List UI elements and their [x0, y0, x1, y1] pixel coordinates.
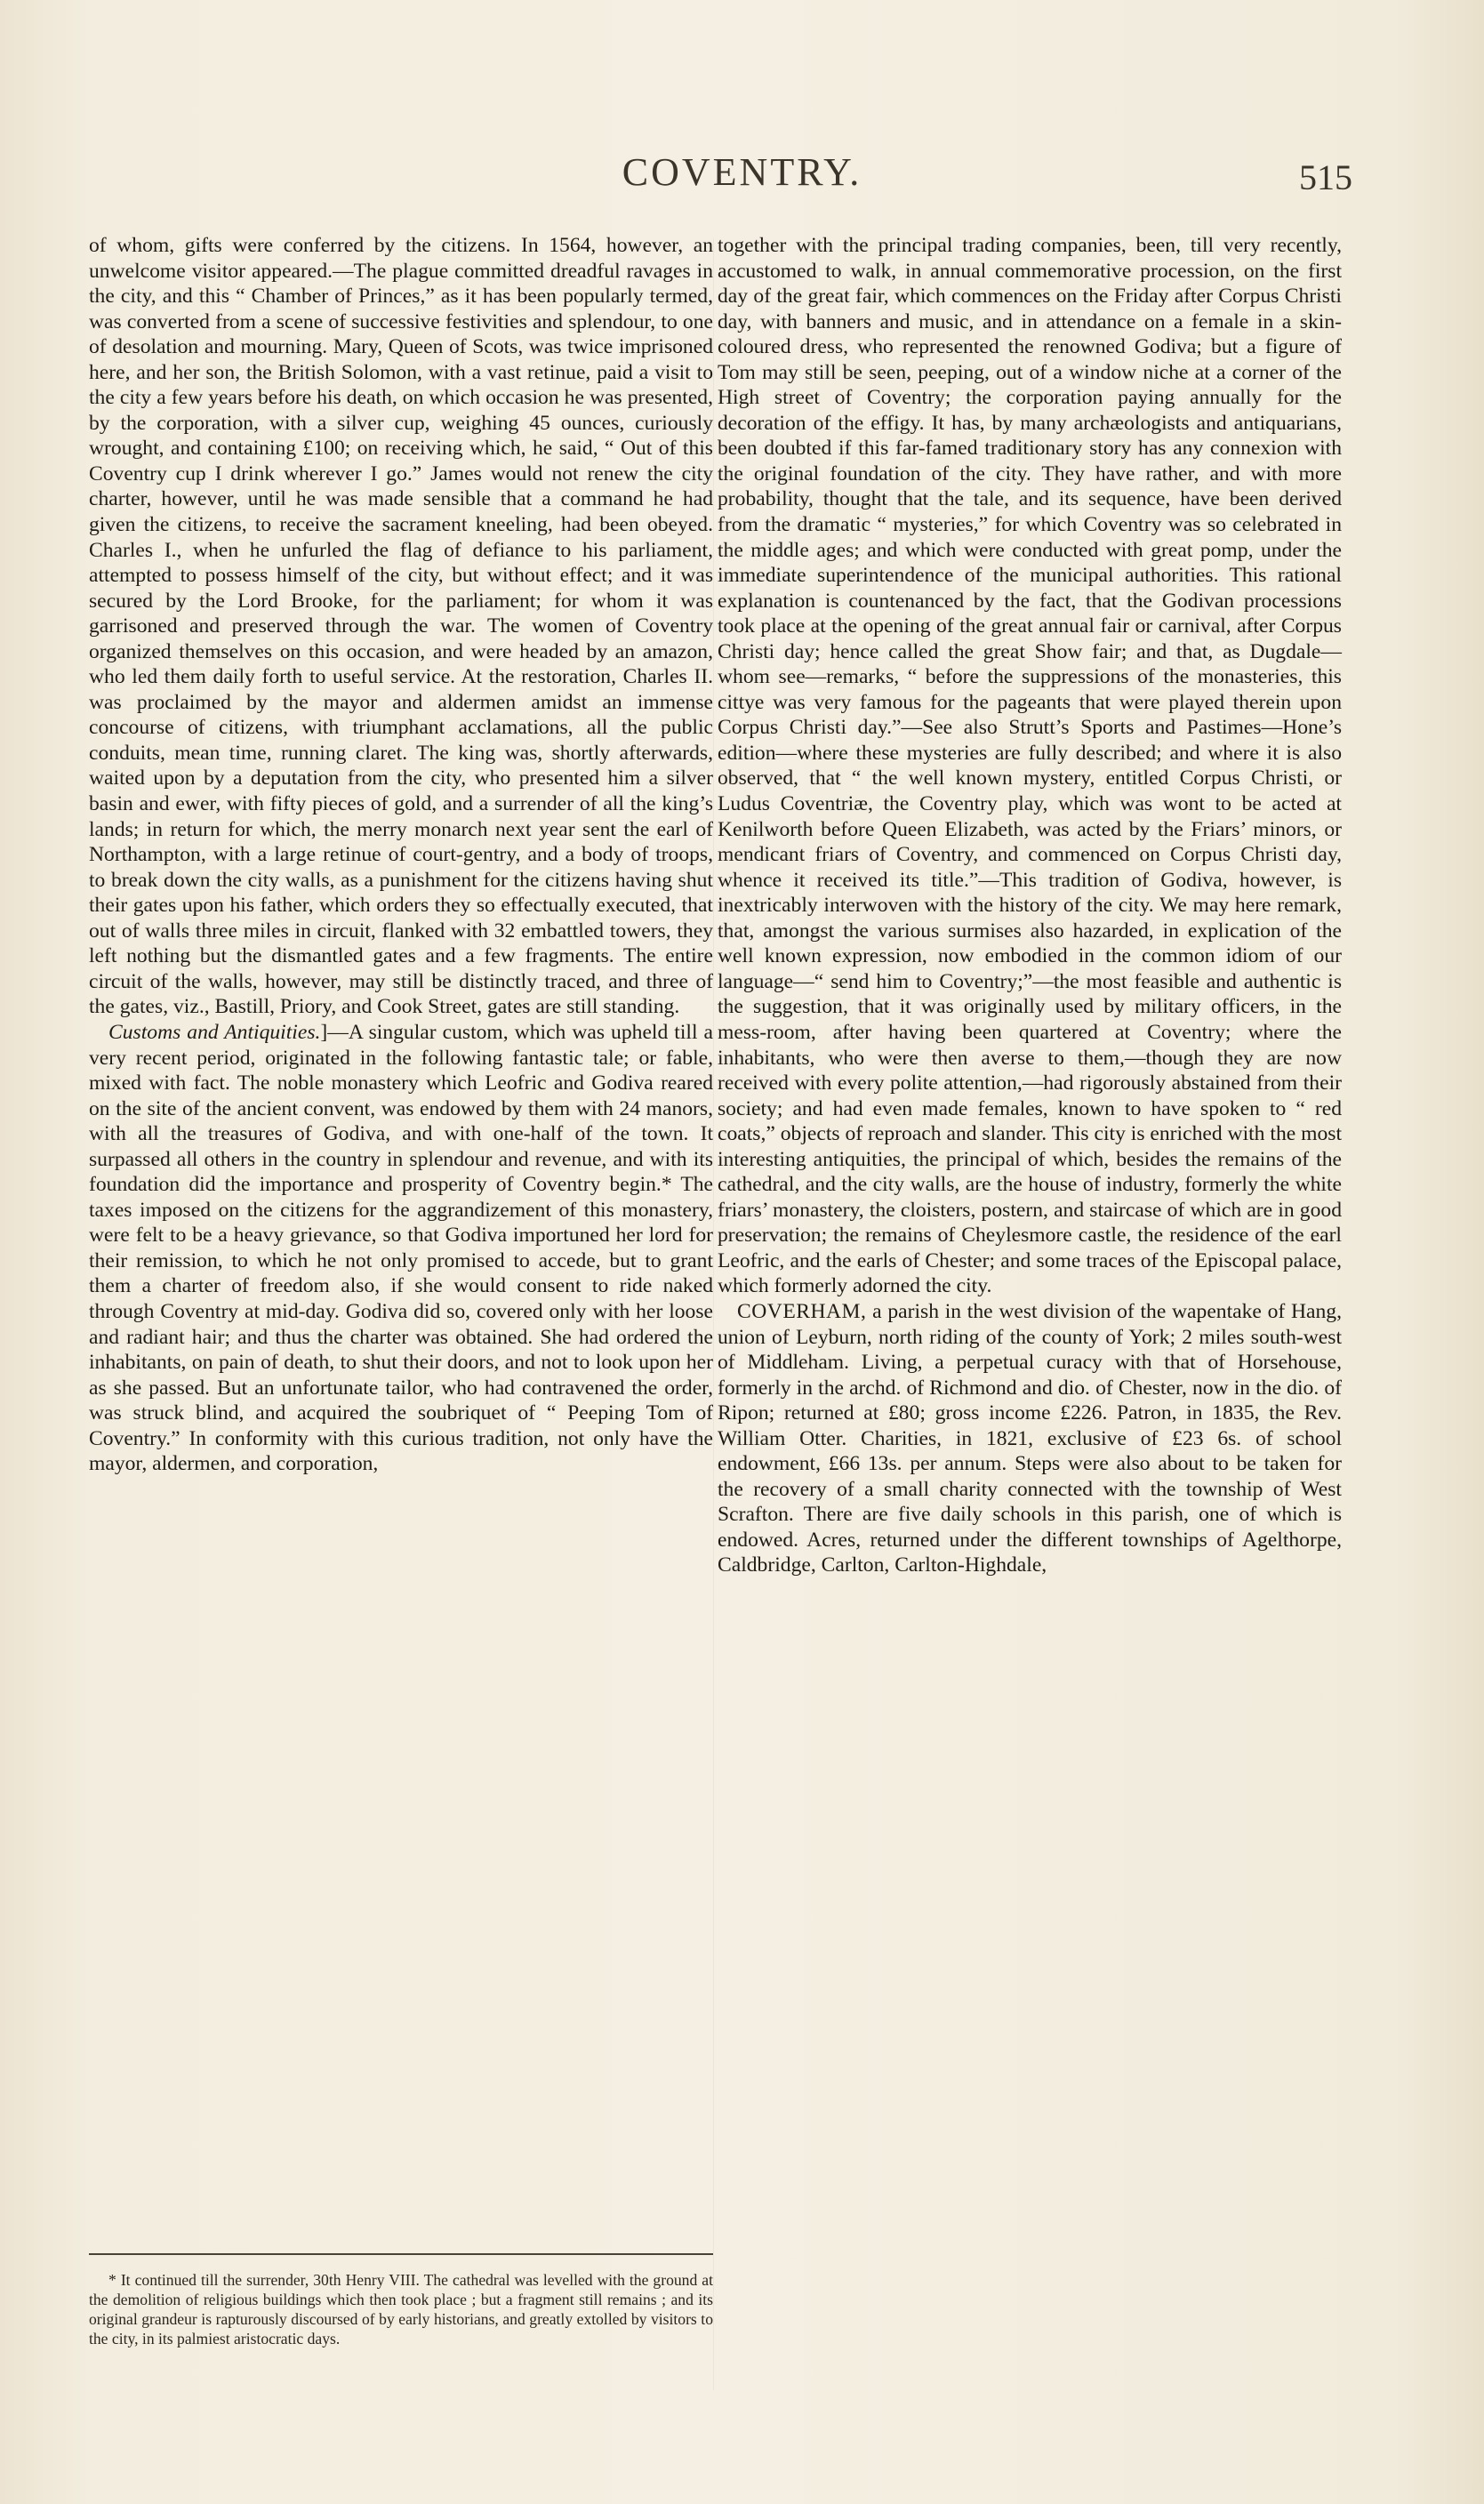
page-number: 515: [1299, 157, 1352, 197]
section-heading-customs: Customs and Antiquities.: [108, 1020, 321, 1044]
customs-text: ]—A singular custom, which was upheld till a very recent period, originated in the following fantastic tale; or fable, mixed with fact. The noble monastery which Leofric and Godiva reared on the site of the ancient convent, was endowed by them with 24 manors, with all the treasures of Godiva, and with one-half of the town. It surpassed all others in the country in splendour and revenue, and with its foundation did the importance and prosperity of Coventry begin.* The taxes imposed on the citizens for the aggrandizement of this monastery, were felt to be a heavy grievance, so that Godiva importuned her lord for their remission, to which he not only promised to accede, but to grant them a charter of freedom also, if she would consent to ride naked through Coventry at mid-day. Godiva did so, covered only with her loose and radiant hair; and thus the charter was obtained. She had ordered the inhabitants, on pain of death, to shut their doors, and not to look upon her as she passed. But an unfortunate tailor, who had contravened the order, was struck blind, and acquired the soubriquet of “ Peeping Tom of Coventry.” In conformity with this curious tradition, not only have the mayor, aldermen, and corporation,: [89, 1020, 713, 1476]
column-gutter: [713, 238, 714, 2390]
running-head: [0, 149, 1484, 203]
footnote-text: * It continued till the surrender, 30th Henry VIII. The cathedral was levelled with the ground at the demolition of religious buildings which then took place ; but a fragment still remains ; and its original grandeur is rapturously discoursed of by early historians, and greatly extolled by visitors to the city, in its palmiest aristocratic days.: [89, 2271, 713, 2348]
entry-coverham: [718, 1299, 1342, 1578]
left-paragraph-customs: [89, 1020, 713, 1477]
left-paragraph-history: of whom, gifts were conferred by the citizens. In 1564, however, an unwelcome visitor appeared.—The plague committed dreadful ravages in the city, and this “ Chamber of Princes,” as it has been popularly termed, was converted from a scene of successive festivities and splendour, to one of desolation and mourning. Mary, Queen of Scots, was twice imprisoned here, and her son, the British Solomon, with a vast retinue, paid a visit to the city a few years before his death, on which occasion he was presented, by the corporation, with a silver cup, weighing 45 ounces, curiously wrought, and containing £100; on receiving which, he said, “ Out of this Coventry cup I drink wherever I go.” James would not renew the city charter, however, until he was made sensible that a command he had given the citizens, to receive the sacrament kneeling, had been obeyed. Charles I., when he unfurled the flag of defiance to his parliament, attempted to possess himself of the city, but without effect; and it was secured by the Lord Brooke, for the parliament; for whom it was garrisoned and preserved through the war. The women of Coventry organized themselves on this occasion, and were headed by an amazon, who led them daily forth to useful service. At the restoration, Charles II. was proclaimed by the mayor and aldermen amidst an immense concourse of citizens, with triumphant acclamations, all the public conduits, mean time, running claret. The king was, shortly afterwards, waited upon by a deputation from the city, who presented him a silver basin and ewer, with fifty pieces of gold, and a surrender of all the king’s lands; in return for which, the merry monarch next year sent the earl of Northampton, with a large retinue of court-gentry, and a body of troops, to break down the city walls, as a punishment for the citizens having shut their gates upon his father, which orders they so effectually executed, that out of walls three miles in circuit, flanked with 32 embattled towers, they left nothing but the dismantled gates and a few fragments. The entire circuit of the walls, however, may still be distinctly traced, and three of the gates, viz., Bastill, Priory, and Cook Street, gates are still standing.: [89, 234, 713, 1019]
footnote: [89, 2270, 713, 2348]
right-paragraph-godiva: together with the principal trading companies, been, till very recently, accustomed to walk, in annual commemorative procession, on the first day of the great fair, which commences on the Friday after Corpus Christi day, with banners and music, and in attendance on a female in a skin-coloured dress, who represented the renowned Godiva; but a figure of Tom may still be seen, peeping, out of a window niche at a corner of the High street of Coventry; the corporation paying annually for the decoration of the effigy. It has, by many archæologists and antiquarians, been doubted if this far-famed traditionary story has any connexion with the original foundation of the city. They have rather, and with more probability, thought that the tale, and its sequence, have been derived from the dramatic “ mysteries,” for which Coventry was so celebrated in the middle ages; and which were conducted with great pomp, under the immediate superintendence of the municipal authorities. This rational explanation is countenanced by the fact, that the Godivan processions took place at the opening of the great annual fair or carnival, after Corpus Christi day; hence called the great Show fair; and that, as Dugdale—whom see—remarks, “ before the suppressions of the monasteries, this cittye was very famous for the pageants that were played therein upon Corpus Christi day.”—See also Strutt’s Sports and Pastimes—Hone’s edition—where these mysteries are fully described; and where it is also observed, that “ the well known mystery, entitled Corpus Christi, or Ludus Coventriæ, the Coventry play, which was wont to be acted at Kenilworth before Queen Elizabeth, was acted by the Friars’ minors, or mendicant friars of Coventry, and commenced on Corpus Christi day, whence it received its title.”—This tradition of Godiva, however, is inextricably interwoven with the history of the city. We may here remark, that, amongst the various surmises also hazarded, in explication of the well known expression, now embodied in the common idiom of our language—“ send him to Coventry;”—the most feasible and authentic is the suggestion, that it was originally used by military officers, in the mess-room, after having been quartered at Coventry; where the inhabitants, who were then averse to them,—though they are now received with every polite attention,—had rigorously abstained from their society; and had even made females, known to have spoken to “ red coats,” objects of reproach and slander. This city is enriched with the most interesting antiquities, the principal of which, besides the remains of the cathedral, and the city walls, are the house of industry, formerly the white friars’ monastery, the cloisters, postern, and staircase of which are in good preservation; the remains of Cheylesmore castle, the residence of the earl Leofric, and the earls of Chester; and some traces of the Episcopal palace, which formerly adorned the city.: [718, 234, 1342, 1298]
footnote-divider: [89, 2253, 713, 2255]
entry-heading-coverham: COVERHAM,: [737, 1299, 867, 1323]
coverham-text: a parish in the west division of the wapentake of Hang, union of Leyburn, north riding of the county of York; 2 miles south-west of Middleham. Living, a perpetual curacy with that of Horsehouse, formerly in the archd. of Richmond and dio. of Chester, now in the dio. of Ripon; returned at £80; gross income £226. Patron, in 1835, the Rev. William Otter. Charities, in 1821, exclusive of £23 6s. of school endowment, £66 13s. per annum. Steps were also about to be taken for the recovery of a small charity connected with the township of West Scrafton. There are five daily schools in this parish, one of which is endowed. Acres, returned under the different townships of Agelthorpe, Caldbridge, Carlton, Carlton-Highdale,: [718, 1299, 1342, 1577]
left-column: [89, 233, 713, 1477]
page-title: COVENTRY.: [622, 150, 862, 194]
right-column: [718, 233, 1342, 1578]
